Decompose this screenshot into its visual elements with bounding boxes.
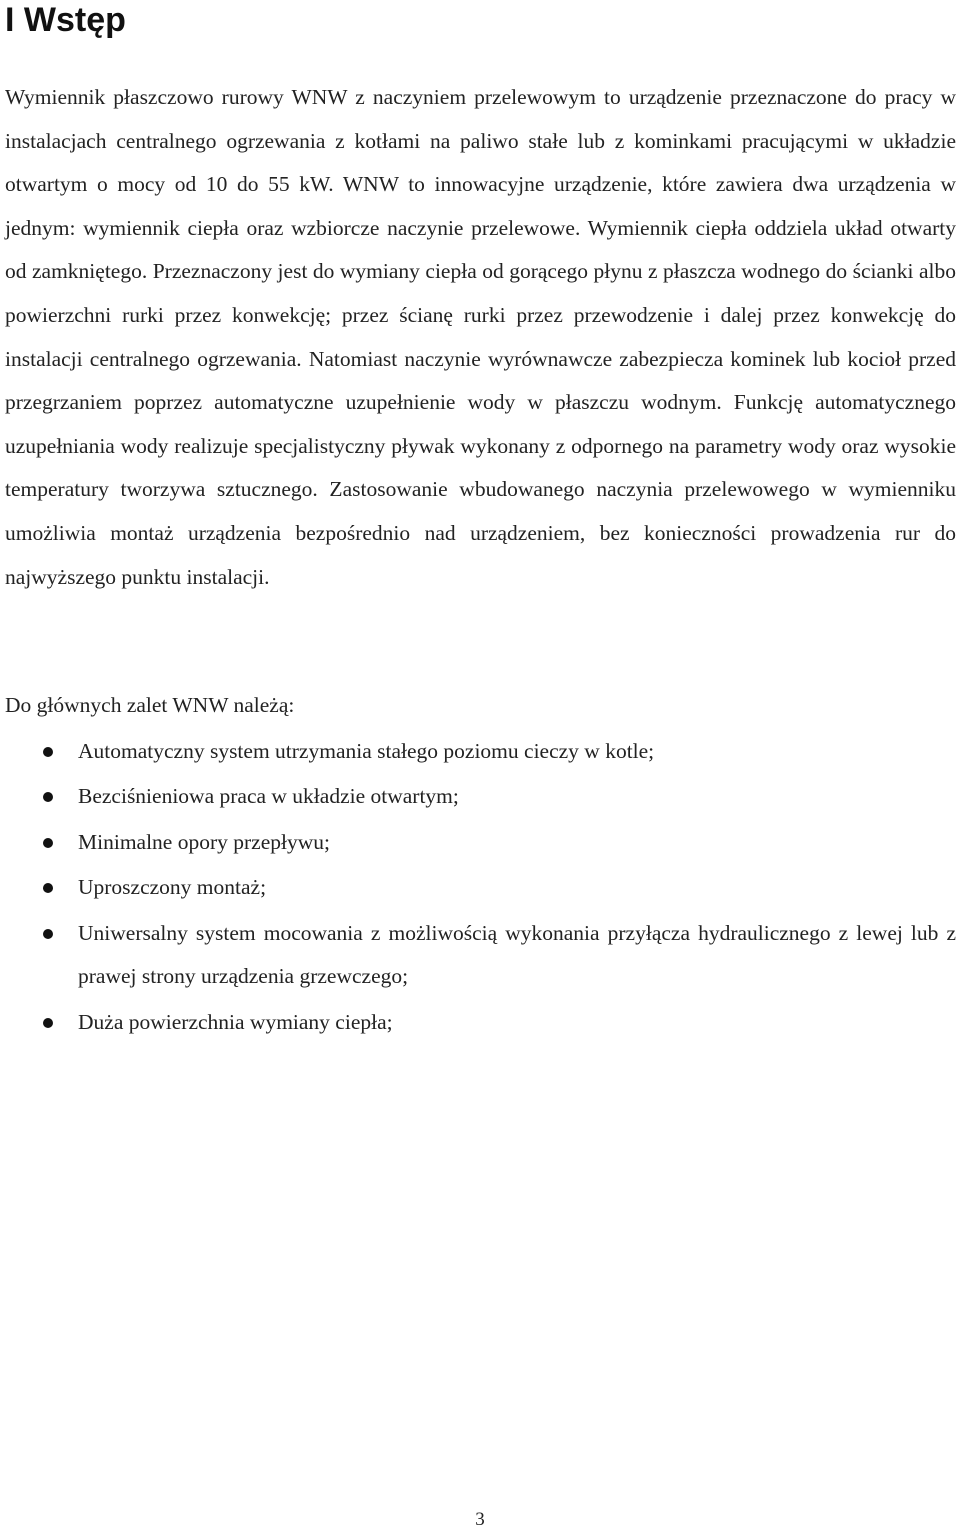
list-item-text: Uniwersalny system mocowania z możliwością wykonania przyłącza hydraulicznego z lewej lub z prawej strony urządzenia grzewczego; [78, 920, 956, 989]
list-item [5, 821, 956, 865]
bullet-icon [43, 883, 53, 893]
page-number: 3 [475, 1509, 485, 1530]
section-heading: I Wstęp [5, 1, 126, 39]
list-item-text: Duża powierzchnia wymiany ciepła; [78, 1009, 393, 1034]
list-item [5, 775, 956, 819]
advantages-list [5, 730, 956, 1046]
bullet-icon [43, 1018, 53, 1028]
list-item-text: Uproszczony montaż; [78, 875, 267, 900]
bullet-icon [43, 838, 53, 848]
list-item-text: Automatyczny system utrzymania stałego poziomu cieczy w kotle; [78, 739, 655, 763]
intro-paragraph: Wymiennik płaszczowo rurowy WNW z naczyniem przelewowym to urządzenie przeznaczone do pracy w instalacjach centralnego ogrzewania z kotłami na paliwo stałe lub z kominkami pracującymi w układzie otwartym o mocy od 10 do 55 kW. WNW to innowacyjne urządzenie, które zawiera dwa urządzenia w jednym: wymiennik ciepła oraz wzbiorcze naczynie przelewowe. Wymiennik ciepła oddziela układ otwarty od zamkniętego. Przeznaczony jest do wymiany ciepła od gorącego płynu z płaszcza wodnego do ścianki albo powierzchni rurki przez konwekcję; przez ścianę rurki przez przewodzenie i dalej przez konwekcję do instalacji centralnego ogrzewania. Natomiast naczynie wyrównawcze zabezpiecza kominek lub kocioł przed przegrzaniem poprzez automatyczne uzupełnienie wody w płaszczu wodnym. Funkcję automatycznego uzupełniania wody realizuje specjalistyczny pływak wykonany z odpornego na parametry wody oraz wysokie temperatury tworzywa sztucznego. Zastosowanie wbudowanego naczynia przelewowego w wymienniku umożliwia montaż urządzenia bezpośrednio nad urządzeniem, bez konieczności prowadzenia rur do najwyższego punktu instalacji. [5, 85, 956, 589]
advantages-intro: Do głównych zalet WNW należą: [5, 693, 295, 717]
list-item-text: Minimalne opory przepływu; [78, 829, 330, 854]
list-item [5, 730, 956, 774]
bullet-icon [43, 792, 53, 802]
list-item-text: Bezciśnieniowa praca w układzie otwartym; [78, 784, 459, 809]
list-item [5, 912, 956, 999]
list-item [5, 866, 956, 910]
list-item [5, 1001, 956, 1045]
bullet-icon [43, 747, 53, 757]
bullet-icon [43, 929, 53, 939]
